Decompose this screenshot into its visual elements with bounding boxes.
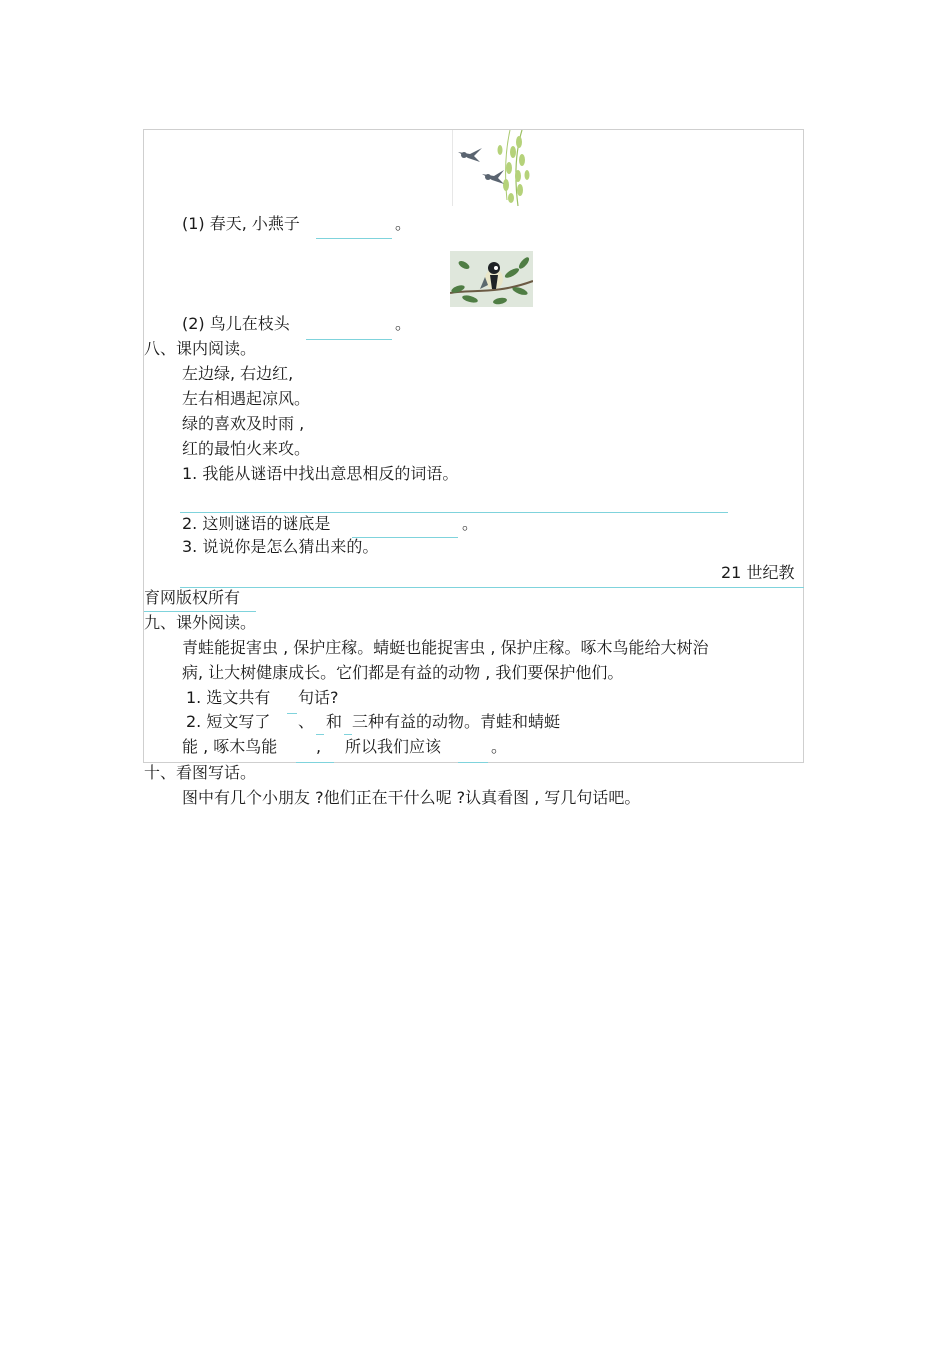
q9-sub2-a: 2. 短文写了 — [186, 712, 271, 731]
q9-passage-line1: 青蛙能捉害虫 , 保护庄稼。蜻蜓也能捉害虫 , 保护庄稼。啄木鸟能给大树治 — [182, 638, 709, 657]
q9-sub2-blank-4[interactable] — [296, 762, 334, 763]
q7-item2-end: 。 — [395, 314, 412, 333]
q9-sub2-blank-1[interactable] — [287, 713, 297, 714]
q8-heading: 八、课内阅读。 — [144, 339, 257, 358]
riddle-line-2: 左右相遇起凉风。 — [182, 389, 311, 408]
riddle-line-3: 绿的喜欢及时雨 , — [182, 414, 305, 433]
q9-sub2-line2-c: 所以我们应该 — [345, 737, 442, 756]
q8-sub3: 3. 说说你是怎么猜出来的。 — [182, 537, 379, 556]
q10-prompt: 图中有几个小朋友 ?他们正在干什么呢 ?认真看图 , 写几句话吧。 — [182, 788, 641, 807]
q7-item2-answer-blank[interactable] — [306, 339, 392, 340]
swallows-willow-image — [452, 130, 531, 206]
q9-sub2-line2-d: 。 — [491, 737, 508, 756]
q9-sub2-b: 、 — [298, 712, 315, 731]
riddle-line-1: 左边绿, 右边红, — [182, 364, 294, 383]
q9-sub2-blank-2[interactable] — [316, 734, 324, 735]
q8-sub2: 2. 这则谜语的谜底是 — [182, 514, 331, 533]
q9-sub2-c: 和 — [326, 712, 343, 731]
q8-sub2-end: 。 — [462, 514, 479, 533]
q9-sub2-d: 三种有益的动物。青蛙和蜻蜓 — [352, 712, 561, 731]
q7-item1-end: 。 — [395, 214, 412, 233]
q10-heading: 十、看图写话。 — [144, 763, 257, 782]
bird-on-branch-image — [450, 251, 533, 307]
q9-heading: 九、课外阅读。 — [144, 613, 257, 632]
riddle-line-4: 红的最怕火来攻。 — [182, 439, 311, 458]
q9-sub2-blank-3[interactable] — [344, 734, 352, 735]
q8-sub1-answer-line[interactable] — [180, 512, 728, 513]
q9-sub1-a: 1. 选文共有 — [186, 688, 271, 707]
q8-sub1: 1. 我能从谜语中找出意思相反的词语。 — [182, 464, 459, 483]
q8-sub3-answer-line[interactable] — [180, 587, 804, 588]
q7-item1-answer-blank[interactable] — [316, 238, 392, 239]
q9-passage-line2: 病, 让大树健康成长。它们都是有益的动物 , 我们要保护他们。 — [182, 663, 624, 682]
q9-sub1-b: 句话? — [298, 688, 339, 707]
watermark-part1: 21 世纪教 — [721, 563, 795, 582]
q7-item2-text: (2) 鸟儿在枝头 — [182, 314, 290, 333]
q9-sub2-line2-a: 能 , 啄木鸟能 — [182, 737, 278, 756]
watermark-part2: 育网版权所有 — [144, 588, 241, 607]
q7-item1-text: (1) 春天, 小燕子 — [182, 214, 300, 233]
q9-sub2-line2-b: , — [316, 737, 322, 756]
q9-sub2-blank-5[interactable] — [458, 762, 488, 763]
watermark-underline — [144, 611, 256, 612]
